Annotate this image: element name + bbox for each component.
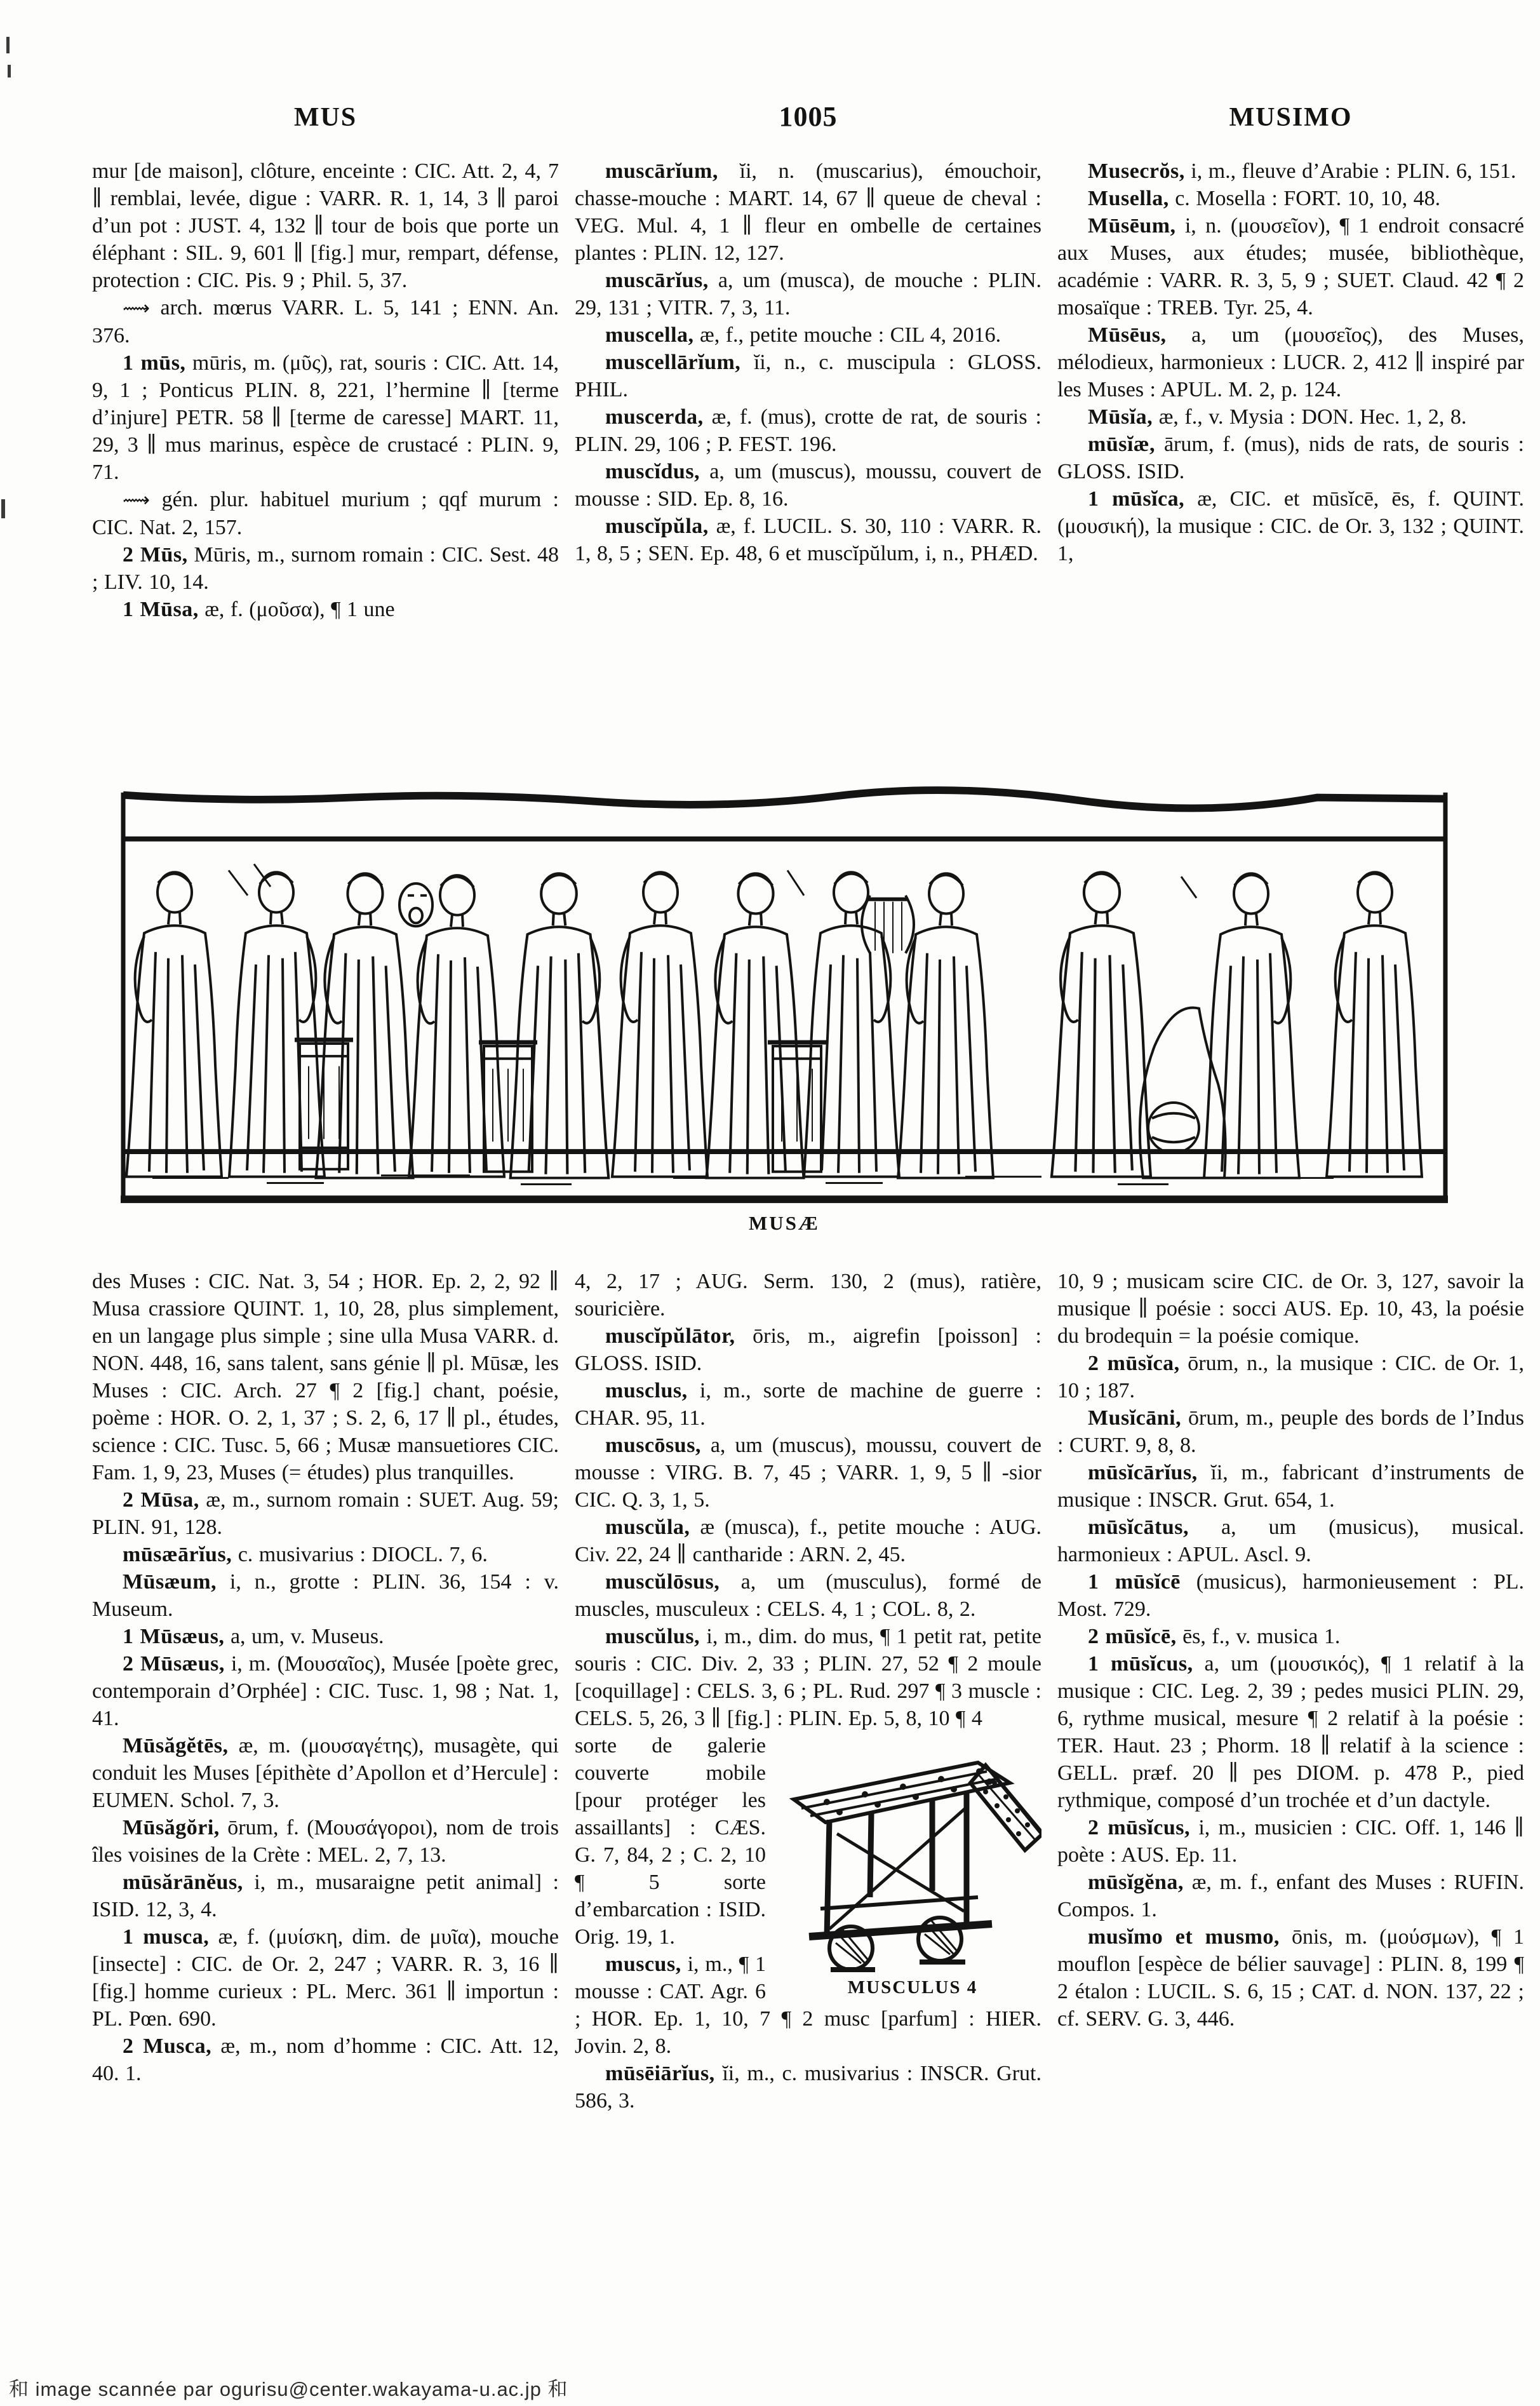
entry-body: i, m. (Μουσαῖος), Musée [poète grec, contemporain d’Orphée] : CIC. Tusc. 1, 98 ; Nat. 1, 41. — [92, 1652, 559, 1730]
bottom-text-section — [92, 1268, 1524, 2358]
bottom-column-middle — [575, 1268, 1041, 2358]
entry-body: i, m., musicien : CIC. Off. 1, 146 ∥ poète : AUS. Ep. 11. — [1057, 1816, 1524, 1867]
entry-headword: mūsæārĭus, — [123, 1543, 232, 1566]
dictionary-entry — [92, 294, 559, 349]
musae-caption: MUSÆ — [749, 1212, 820, 1234]
dictionary-entry — [575, 1432, 1041, 1514]
entry-headword: muscus, — [605, 1952, 681, 1976]
column-gutter — [1041, 1268, 1057, 2358]
entry-body: æ, f. (μυίσκη, dim. de μυῖα), mouche [insecte] : CIC. de Or. 2, 247 ; VARR. R. 3, 16 ∥ [fig.] homme curieux : PL. Merc. 361 ∥ importun : PL. Pœn. 690. — [92, 1925, 559, 2031]
dictionary-entry — [1057, 1869, 1524, 1923]
entry-headword: muscerda, — [605, 405, 704, 429]
page-number: 1005 — [779, 101, 838, 132]
entry-headword: Mūsăgŏri, — [123, 1816, 220, 1839]
dictionary-entry — [1057, 1514, 1524, 1568]
entry-headword: muscŭlōsus, — [605, 1570, 720, 1594]
scan-artifact — [8, 65, 11, 77]
dictionary-entry — [1057, 485, 1524, 567]
entry-body: a, um (muscus), moussu, couvert de mousse : VIRG. B. 7, 45 ; VARR. 1, 9, 5 ∥ -sior CIC. Q. 3, 1, 5. — [575, 1434, 1041, 1512]
scan-credit: 和 image scannée par ogurisu@center.wakayama-u.ac.jp 和 — [9, 2378, 568, 2400]
entry-body: ōris, m., aigrefin [poisson] : GLOSS. ISID. — [575, 1324, 1041, 1375]
dictionary-entry — [92, 1268, 559, 1486]
entry-body: (musicus), harmonieusement : PL. Most. 729. — [1057, 1570, 1524, 1621]
musae-figure — [114, 776, 1454, 1209]
dictionary-entry — [575, 1377, 1041, 1432]
entry-body: æ, f., petite mouche : CIL 4, 2016. — [693, 323, 1001, 347]
entry-headword: muscĭpŭla, — [605, 514, 709, 538]
entry-body: des Muses : CIC. Nat. 3, 54 ; HOR. Ep. 2, 2, 92 ∥ Musa crassiore QUINT. 1, 10, 28, plus simplement, en un langage plus simple ; sine ulla Musa VARR. d. NON. 448, 16, sans talent, sans génie ∥ pl. Mūsæ, les Muses : CIC. Arch. 27 ¶ 2 [fig.] chant, poésie, poème : HOR. O. 2, 1, 37 ; S. 2, 6, 17 ∥ pl., études, science : CIC. Tusc. 5, 66 ; Musæ mansuetiores CIC. Fam. 1, 9, 23, Muses (= études) plus tranquilles. — [92, 1270, 559, 1484]
entry-body: ōrum, m., peuple des bords de l’Indus : CURT. 9, 8, 8. — [1057, 1406, 1524, 1457]
entry-body: 10, 9 ; musicam scire CIC. de Or. 3, 127, savoir la musique ∥ poésie : socci AUS. Ep. 10, 43, la poésie du brodequin = la poésie comique. — [1057, 1270, 1524, 1348]
entry-body: Mūris, m., surnom romain : CIC. Sest. 48 ; LIV. 10, 14. — [92, 543, 559, 594]
entry-headword: 2 mūsĭca, — [1088, 1352, 1180, 1375]
entry-body: 4, 2, 17 ; AUG. Serm. 130, 2 (mus), ratière, souricière. — [575, 1270, 1041, 1321]
entry-headword: muscārĭus, — [605, 269, 709, 292]
dictionary-entry — [575, 349, 1041, 403]
dictionary-entry — [92, 1568, 559, 1623]
scan-artifact — [6, 37, 10, 53]
entry-body: ōnis, m. (μούσμων), ¶ 1 mouflon [espèce de bélier sauvage] : PLIN. 8, 199 ¶ 2 étalon : LUCIL. S. 6, 15 ; CAT. d. NON. 137, 22 ; cf. SERV. G. 3, 446. — [1057, 1925, 1524, 2031]
entry-headword: muscellārĭum, — [605, 351, 741, 374]
entry-headword: Musecrŏs, — [1088, 159, 1185, 183]
entry-headword: 2 Mūsæus, — [123, 1652, 225, 1676]
entry-headword: mūsĭcātus, — [1088, 1516, 1189, 1539]
dictionary-entry — [1057, 1404, 1524, 1459]
dictionary-entry — [575, 513, 1041, 567]
dictionary-entry — [92, 541, 559, 596]
entry-headword: mūsĭæ, — [1088, 433, 1155, 456]
dictionary-entry — [92, 1486, 559, 1541]
dictionary-entry — [92, 1923, 559, 2033]
entry-body: gén. plur. habituel murium ; qqf murum : CIC. Nat. 2, 157. — [92, 488, 559, 539]
entry-body: i, n. (μουσεῖον), ¶ 1 endroit consacré aux Muses, aux études; musée, bibliothèque, académie : VARR. R. 3, 5, 9 ; SUET. Claud. 42 ¶ 2 mosaïque : TREB. Tyr. 25, 4. — [1057, 214, 1524, 319]
dictionary-entry — [1057, 403, 1524, 431]
entry-headword: musclus, — [605, 1379, 688, 1402]
entry-body: i, m., musaraigne petit animal] : ISID. 12, 3, 4. — [92, 1871, 559, 1921]
entries-before-figure — [575, 1268, 1041, 1732]
entry-headword: Musella, — [1088, 187, 1169, 210]
entry-body: æ, m. (μουσαγέτης), musagète, qui conduit les Muses [épithète d’Apollon et d’Hercule] : EUMEN. Schol. 7, 3. — [92, 1734, 559, 1812]
dictionary-entry — [575, 1623, 1041, 1732]
entry-body: i, m., sorte de machine de guerre : CHAR. 95, 11. — [575, 1379, 1041, 1430]
entry-body: æ, m. f., enfant des Muses : RUFIN. Compos. 1. — [1057, 1871, 1524, 1921]
entry-headword: muscārĭum, — [605, 159, 718, 183]
entry-headword: 2 Mūs, — [123, 543, 188, 567]
page-header — [92, 100, 1524, 133]
entry-headword: 1 mūsĭcus, — [1088, 1652, 1193, 1676]
dictionary-entry — [575, 458, 1041, 513]
entry-body: i, m., ¶ 1 mousse : CAT. Agr. 6 ; HOR. Ep. 1, 10, 7 ¶ 2 musc [parfum] : HIER. Jovin. 2, 8. — [575, 1952, 1041, 2058]
dictionary-entry — [1057, 1459, 1524, 1514]
entry-headword: 1 mūsĭcē — [1088, 1570, 1181, 1594]
dictionary-entry — [575, 1568, 1041, 1623]
dictionary-entry — [575, 1322, 1041, 1377]
entry-body: æ (musca), f., petite mouche : AUG. Civ. 22, 24 ∥ cantharide : ARN. 2, 45. — [575, 1516, 1041, 1566]
entry-headword: Mūsĭa, — [1088, 405, 1153, 429]
entry-headword: 2 Musca, — [123, 2034, 212, 2058]
entry-body: ārum, f. (mus), nids de rats, de souris : GLOSS. ISID. — [1057, 433, 1524, 483]
musculus-figure — [776, 1738, 1041, 1998]
dictionary-entry — [575, 321, 1041, 349]
entry-body: æ, f. (mus), crotte de rat, de souris : PLIN. 29, 106 ; P. FEST. 196. — [575, 405, 1041, 456]
dictionary-entry — [1057, 431, 1524, 485]
entry-headword: 1 Mūsæus, — [123, 1625, 225, 1648]
entry-body: a, um (μουσικός), ¶ 1 relatif à la musique : CIC. Leg. 2, 39 ; pedes musici PLIN. 29, 6, rythme musical, mesure ¶ 2 relatif à la poésie : TER. Haut. 23 ; Phorm. 18 ∥ relatif à la science : GELL. præf. 20 ∥ pes DIOM. p. 478 P., pied rythmique, composé d’un trochée et d’un dactyle. — [1057, 1652, 1524, 1812]
top-column-right — [1057, 158, 1524, 765]
entry-body: mur [de maison], clôture, enceinte : CIC. Att. 2, 4, 7 ∥ remblai, levée, digue : VARR. R. 1, 14, 3 ∥ paroi d’un pot : JUST. 4, 132 ∥ tour de bois que porte un éléphant : SIL. 9, 601 ∥ [fig.] mur, rempart, défense, protection : CIC. Pis. 9 ; Phil. 5, 37. — [92, 159, 559, 292]
entry-body: i, m., fleuve d’Arabie : PLIN. 6, 151. — [1184, 159, 1517, 183]
running-title-right: MUSIMO — [1229, 103, 1353, 132]
column-gutter — [559, 1268, 575, 2358]
dictionary-entry — [1057, 1650, 1524, 1814]
entry-body: ōrum, f. (Μουσάγοροι), nom de trois îles voisines de la Crète : MEL. 2, 7, 13. — [92, 1816, 559, 1867]
entry-headword: Mūsēus, — [1088, 323, 1167, 347]
entry-body: ōrum, n., la musique : CIC. de Or. 1, 10 ; 187. — [1057, 1352, 1524, 1402]
entry-body: æ, f., v. Mysia : DON. Hec. 1, 2, 8. — [1153, 405, 1467, 429]
dictionary-entry — [92, 349, 559, 486]
entry-body: a, um (μουσεῖος), des Muses, mélodieux, harmonieux : LUCR. 2, 412 ∥ inspiré par les Muses : APUL. M. 2, p. 124. — [1057, 323, 1524, 401]
top-column-left — [92, 158, 559, 765]
dictionary-entry — [575, 267, 1041, 321]
entry-headword: 2 mūsĭcē, — [1088, 1625, 1177, 1648]
dictionary-entry — [92, 1814, 559, 1869]
entry-headword: 2 mūsĭcus, — [1088, 1816, 1190, 1839]
dictionary-entry — [92, 486, 559, 541]
dictionary-entry — [92, 1650, 559, 1732]
dictionary-entry — [575, 403, 1041, 458]
dictionary-entry — [92, 1869, 559, 1923]
entry-headword: muscella, — [605, 323, 694, 347]
lyre-icon — [862, 896, 914, 953]
dictionary-entry — [1057, 1814, 1524, 1869]
entry-body: a, um (muscus), moussu, couvert de mousse : SID. Ep. 8, 16. — [575, 460, 1041, 511]
musculus-engraving — [776, 1738, 1041, 1973]
entry-headword: muscĭpŭlātor, — [605, 1324, 735, 1348]
entry-body: i, n., grotte : PLIN. 36, 154 : v. Museum. — [92, 1570, 559, 1621]
scan-artifact — [1, 499, 5, 518]
dictionary-entry — [92, 2033, 559, 2087]
entry-body: ĭi, n., c. muscipula : GLOSS. PHIL. — [575, 351, 1041, 401]
entry-body: i, m., dim. do mus, ¶ 1 petit rat, petite souris : CIC. Div. 2, 33 ; PLIN. 27, 52 ¶ 2 moule [coquillage] : CELS. 3, 6 ; PL. Rud. 297 ¶ 3 muscle : CELS. 5, 26, 3 ∥ [fig.] : PLIN. Ep. 5, 8, 10 ¶ 4 — [575, 1625, 1041, 1730]
dictionary-entry — [575, 2060, 1041, 2114]
entry-body: c. musivarius : DIOCL. 7, 6. — [232, 1543, 488, 1566]
entry-body: ĭi, m., fabricant d’instruments de musique : INSCR. Grut. 654, 1. — [1057, 1461, 1524, 1512]
dictionary-entry — [1057, 1268, 1524, 1350]
entry-headword: mūsĭgĕna, — [1088, 1871, 1184, 1894]
entry-headword: mūsĭcārĭus, — [1088, 1461, 1198, 1484]
entry-headword: musĭmo et musmo, — [1088, 1925, 1280, 1949]
dictionary-entry — [1057, 212, 1524, 321]
entry-headword: muscŭlus, — [605, 1625, 700, 1648]
entry-headword: muscōsus, — [605, 1434, 701, 1457]
dictionary-entry — [1057, 185, 1524, 212]
entry-body: æ, f. LUCIL. S. 30, 110 : VARR. R. 1, 8, 5 ; SEN. Ep. 48, 6 et muscĭpŭlum, i, n., PHÆD. — [575, 514, 1041, 565]
mask-icon — [399, 884, 432, 926]
bottom-column-right — [1057, 1268, 1524, 2358]
entry-body: c. Mosella : FORT. 10, 10, 48. — [1168, 187, 1441, 210]
dictionary-entry — [92, 1623, 559, 1650]
dictionary-entry — [1057, 1923, 1524, 2033]
dictionary-entry — [575, 1514, 1041, 1568]
entry-body: a, um (musculus), formé de muscles, musculeux : CELS. 4, 1 ; COL. 8, 2. — [575, 1570, 1041, 1621]
top-column-middle — [575, 158, 1041, 765]
entry-body: æ, m., surnom romain : SUET. Aug. 59; PLIN. 91, 128. — [92, 1488, 559, 1539]
entry-headword: Mūsēum, — [1088, 214, 1176, 238]
musae-engraving — [114, 776, 1454, 1209]
entry-body: sorte de galerie couverte mobile [pour protéger les assaillants] : CÆS. G. 7, 84, 2 ; C. 2, 10 ¶ 5 sorte d’embarcation : ISID. Orig. 19, 1. — [575, 1734, 766, 1949]
entry-headword: 1 Mūsa, — [123, 598, 199, 621]
entry-body: arch. mœrus VARR. L. 5, 141 ; ENN. An. 376. — [92, 296, 559, 347]
entry-headword: ⟿ — [123, 297, 151, 319]
entry-headword: 2 Mūsa, — [123, 1488, 199, 1512]
dictionary-entry — [92, 596, 559, 623]
dictionary-entry — [1057, 1568, 1524, 1623]
entry-headword: muscŭla, — [605, 1516, 690, 1539]
entry-headword: Musĭcāni, — [1088, 1406, 1182, 1430]
entry-headword: mūsărānĕus, — [123, 1871, 243, 1894]
entry-body: æ, CIC. et mūsĭcē, ēs, f. QUINT. (μουσική), la musique : CIC. de Or. 3, 132 ; QUINT. 1, — [1057, 487, 1524, 565]
dictionary-entry — [92, 1541, 559, 1568]
entry-headword: 1 mūs, — [123, 351, 186, 375]
dictionary-entry — [575, 1268, 1041, 1322]
dictionary-entry — [1057, 1623, 1524, 1650]
globe-icon — [1148, 1103, 1199, 1153]
entry-headword: mūsēiārĭus, — [605, 2062, 715, 2085]
entry-headword: 1 musca, — [123, 1925, 210, 1949]
running-title-left: MUS — [293, 103, 358, 132]
entry-body: æ, m., nom d’homme : CIC. Att. 12, 40. 1. — [92, 2034, 559, 2085]
dictionary-entry — [1057, 321, 1524, 403]
entry-body: ēs, f., v. musica 1. — [1176, 1625, 1341, 1648]
entry-headword: 1 mūsĭca, — [1088, 487, 1185, 511]
entry-body: mūris, m. (μῦς), rat, souris : CIC. Att. 14, 9, 1 ; Ponticus PLIN. 8, 221, l’hermine ∥ [terme d’injure] PETR. 58 ∥ [terme de caresse] MART. 11, 29, 3 ∥ mus marinus, espèce de crustacé : PLIN. 9, 71. — [92, 351, 559, 484]
entry-body: a, um (musicus), musical. harmonieux : APUL. Ascl. 9. — [1057, 1516, 1524, 1566]
bottom-column-left — [92, 1268, 559, 2358]
column-gutter — [559, 158, 575, 765]
entry-headword: Mūsăgĕtēs, — [123, 1734, 229, 1757]
column-gutter — [1041, 158, 1057, 765]
entry-body: ĭi, n. (muscarius), émouchoir, chasse-mouche : MART. 14, 67 ∥ queue de cheval : VEG. Mul. 4, 1 ∥ fleur en ombelle de certaines plantes : PLIN. 12, 127. — [575, 159, 1041, 265]
dictionary-entry — [1057, 1350, 1524, 1404]
musculus-caption: MUSCULUS 4 — [847, 1977, 978, 1998]
dictionary-entry — [92, 158, 559, 294]
entry-body: a, um, v. Museus. — [224, 1625, 384, 1648]
entry-headword: Mūsæum, — [123, 1570, 217, 1594]
entry-body: æ, f. (μοῦσα), ¶ 1 une — [198, 598, 395, 621]
dictionary-entry — [92, 1732, 559, 1814]
entry-body: ĭi, m., c. musivarius : INSCR. Grut. 586, 3. — [575, 2062, 1041, 2113]
dictionary-entry — [575, 158, 1041, 267]
entry-headword: ⟿ — [123, 489, 151, 511]
entry-body: a, um (musca), de mouche : PLIN. 29, 131 ; VITR. 7, 3, 11. — [575, 269, 1041, 319]
top-text-section — [92, 158, 1524, 765]
dictionary-entry — [1057, 158, 1524, 185]
entry-headword: muscĭdus, — [605, 460, 700, 483]
